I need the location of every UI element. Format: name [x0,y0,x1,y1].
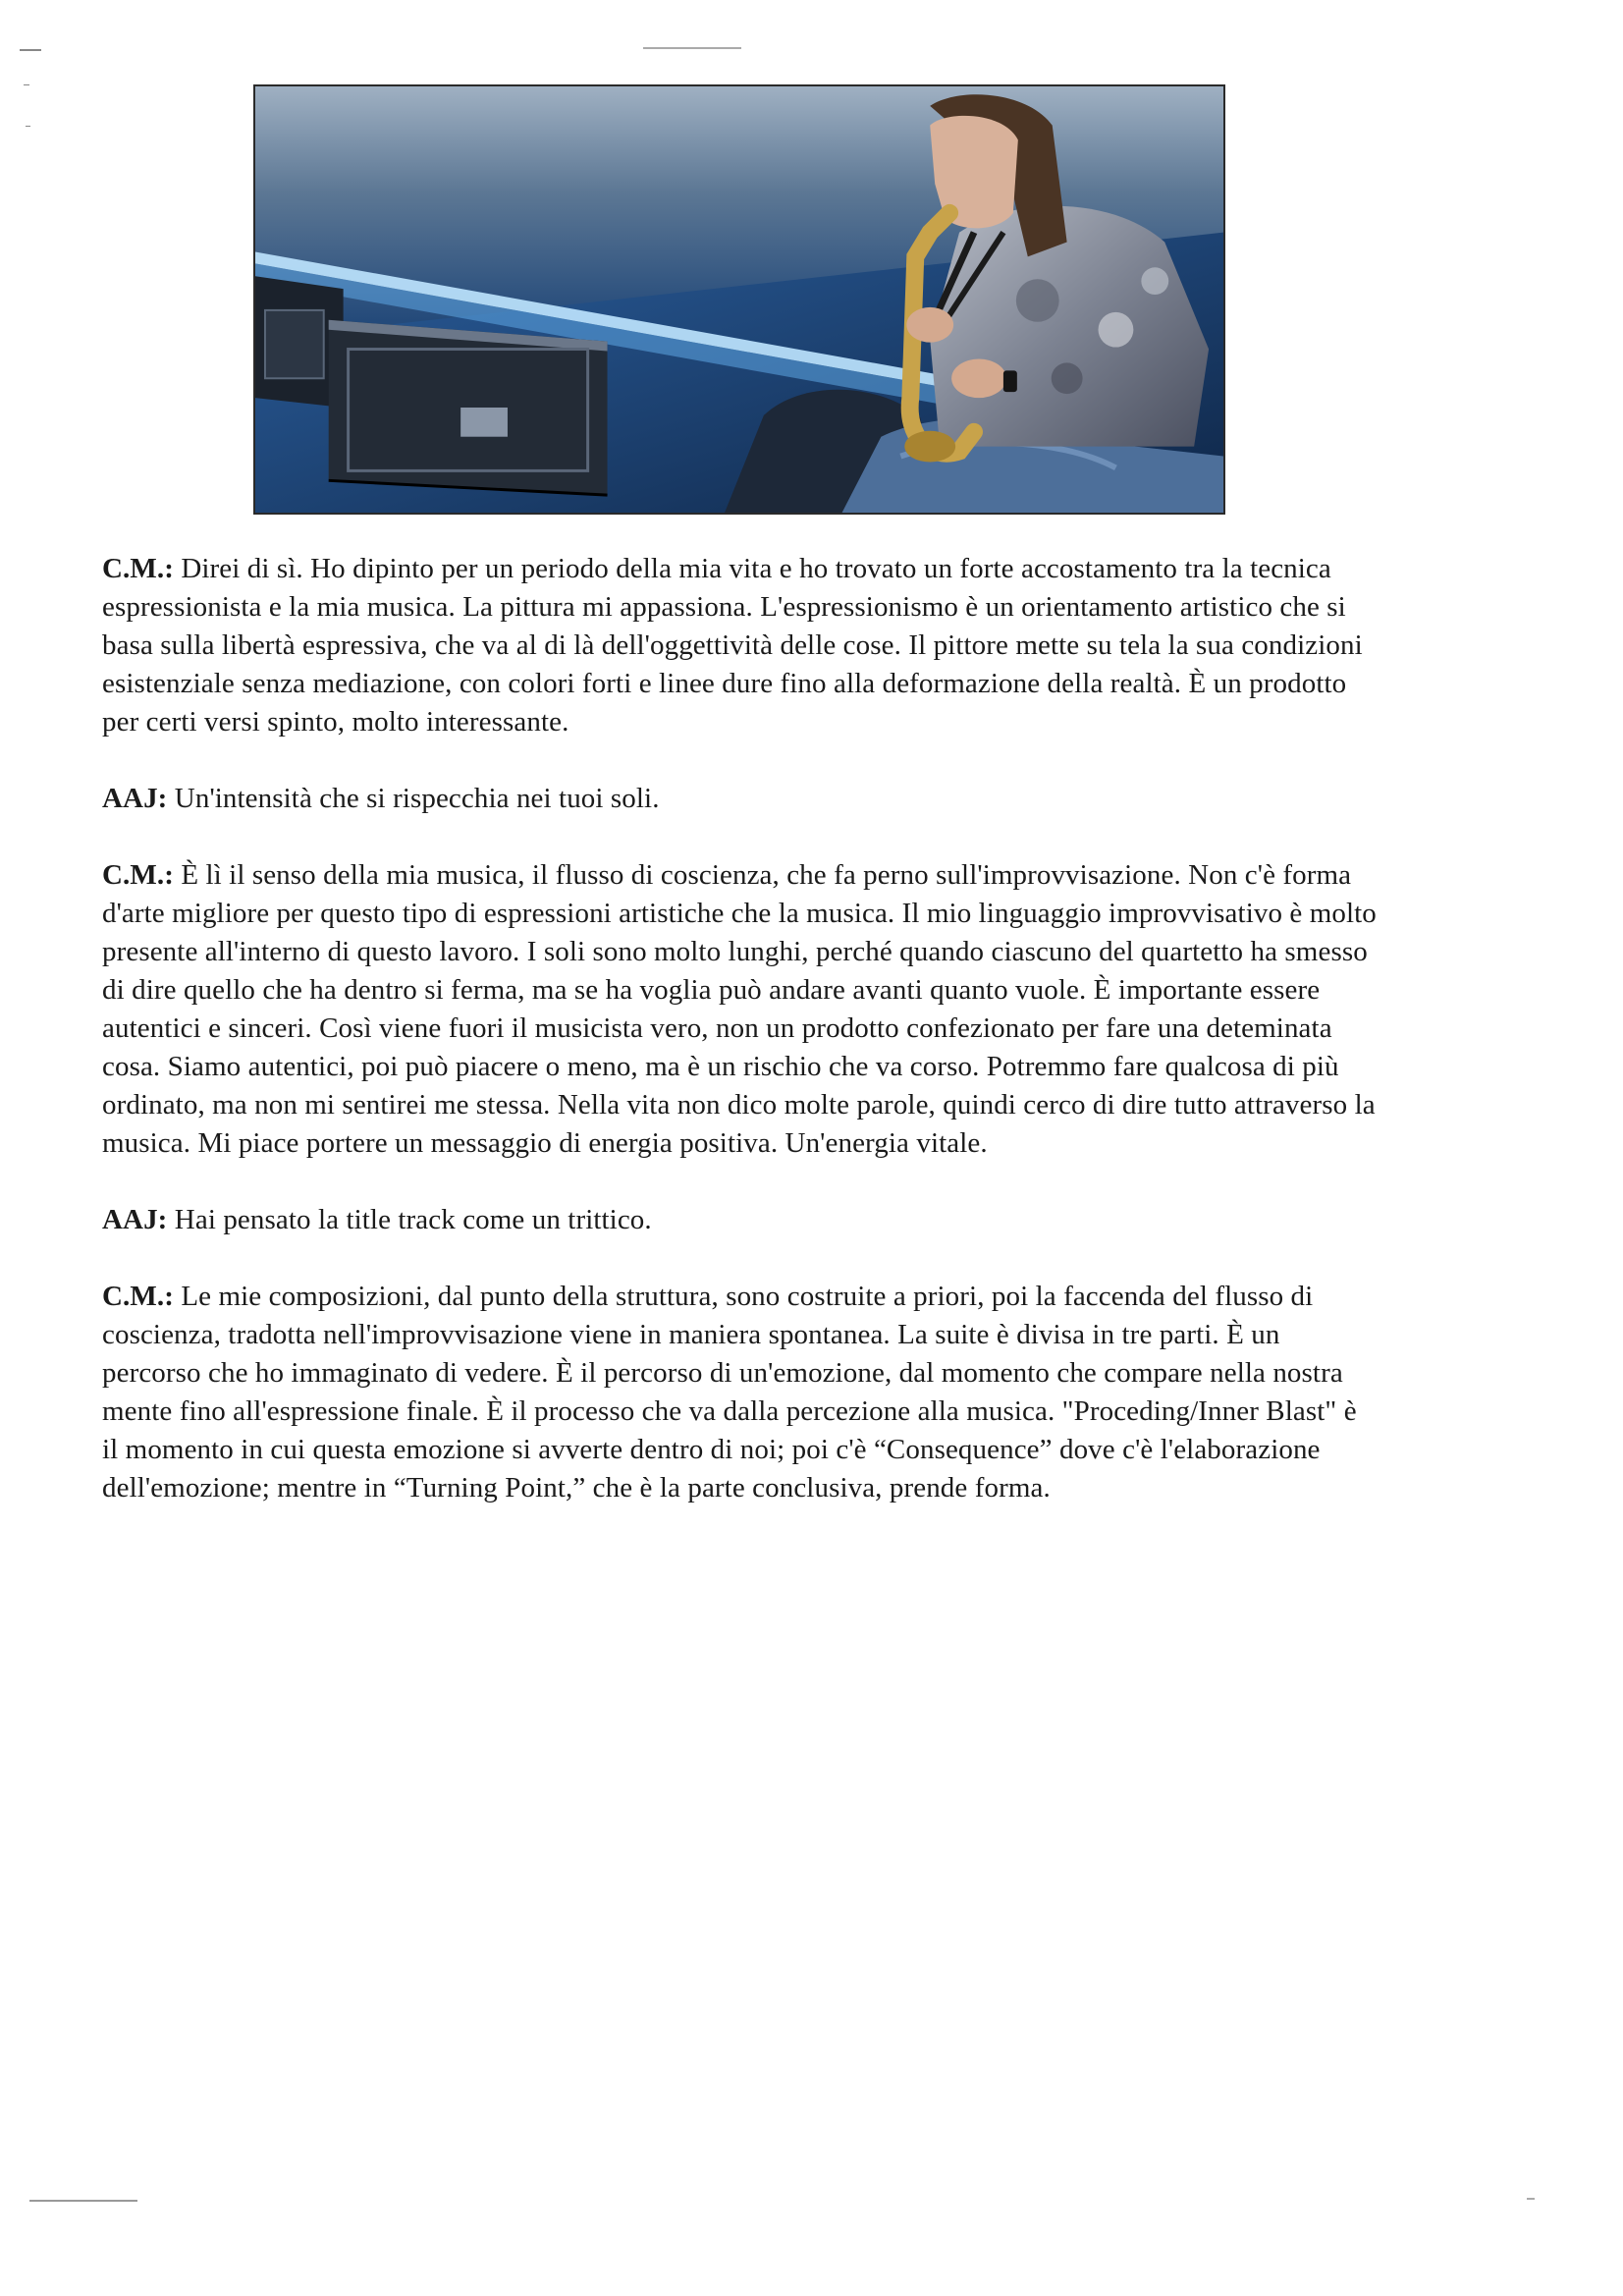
scan-mark-top-left [20,49,41,51]
paragraph-1 [102,550,1379,741]
paragraph-text: Un'intensità che si rispecchia nei tuoi soli. [167,783,660,814]
speaker-label: C.M.: [102,1281,174,1312]
scan-mark-bottom-right [1527,2198,1535,2200]
paragraph-text: È lì il senso della mia musica, il flusso di coscienza, che fa perno sull'improvvisazione. Non c'è forma d'arte migliore per questo tipo di espressioni artistiche che la musica. Il mio linguaggio improvvisativo è molto presente all'interno di questo lavoro. I soli sono molto lunghi, perché quando ciascuno del quartetto ha smesso di dire quello che ha dentro si ferma, ma se ha voglia può andare avanti quanto vuole. È importante essere autentici e sinceri. Così viene fuori il musicista vero, non un prodotto confezionato per fare una deteminata cosa. Siamo autentici, poi può piacere o meno, ma è un rischio che va corso. Potremmo fare qualcosa di più ordinato, ma non mi sentirei me stessa. Nella vita non dico molte parole, quindi cerco di dire tutto attraverso la musica. Mi piace portere un messaggio di energia positiva. Un'energia vitale. [102,859,1377,1159]
speaker-label: C.M.: [102,553,174,584]
speaker-label: C.M.: [102,859,174,891]
paragraph-2 [102,780,1379,818]
paragraph-3 [102,856,1379,1163]
scan-mark-bottom-left [29,2200,137,2202]
scan-mark-left-1 [24,84,29,85]
saxophonist-photo [253,84,1225,515]
scan-mark-top-center [643,47,741,49]
speaker-label: AAJ: [102,783,168,814]
paragraph-4 [102,1201,1379,1239]
paragraph-text: Le mie composizioni, dal punto della struttura, sono costruite a priori, poi la faccenda del flusso di coscienza, tradotta nell'improvvisazione viene in maniera spontanea. La suite è divisa in tre parti. È un percorso che ho immaginato di vedere. È il percorso di un'emozione, dal momento che compare nella nostra mente fino all'espressione finale. È il processo che va dalla percezione alla musica. "Proceding/Inner Blast" è il momento in cui questa emozione si avverte dentro di noi; poi c'è “Consequence” dove c'è l'elaborazione dell'emozione; mentre in “Turning Point,” che è la parte conclusiva, prende forma. [102,1281,1357,1503]
speaker-label: AAJ: [102,1204,168,1235]
scan-mark-left-2 [26,126,30,127]
paragraph-5 [102,1278,1379,1507]
paragraph-text: Direi di sì. Ho dipinto per un periodo della mia vita e ho trovato un forte accostamento tra la tecnica espressionista e la mia musica. La pittura mi appassiona. L'espressionismo è un orientamento artistico che si basa sulla libertà espressiva, che va al di là dell'oggettività delle cose. Il pittore mette su tela la sua condizioni esistenziale senza mediazione, con colori forti e linee dure fino alla deformazione della realtà. È un prodotto per certi versi spinto, molto interessante. [102,553,1363,738]
paragraph-text: Hai pensato la title track come un trittico. [167,1204,652,1235]
interview-text [102,550,1379,1546]
saxophonist-illustration [255,86,1223,513]
